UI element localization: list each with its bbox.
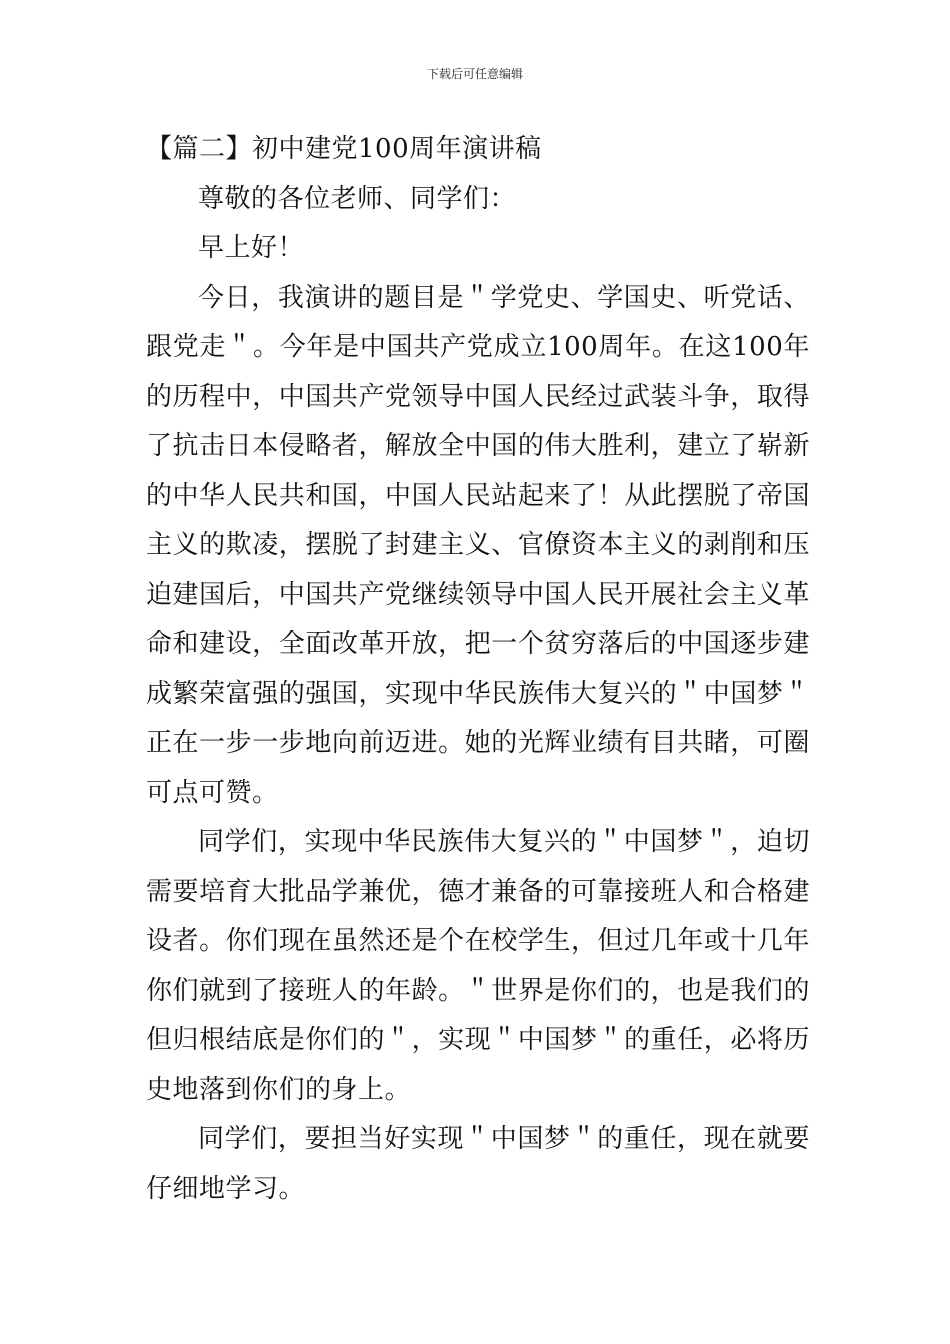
paragraph-2: 同学们，实现中华民族伟大复兴的＂中国梦＂，迫切需要培育大批品学兼优，德才兼备的可靠接班人和合格建设者。你们现在虽然还是个在校学生，但过几年或十几年你们就到了接班人的年龄。＂世界是你们的，也是我们的但归根结底是你们的＂，实现＂中国梦＂的重任，必将历史地落到你们的身上。	[146, 827, 810, 1105]
salutation: 尊敬的各位老师、同学们：	[198, 183, 517, 214]
paragraph-1: 今日，我演讲的题目是＂学党史、学国史、听党话、跟党走＂。今年是中国共产党成立100周年。在这100年的历程中，中国共产党领导中国人民经过武装斗争，取得了抗击日本侵略者，解放全中国的伟大胜利，建立了崭新的中华人民共和国，中国人民站起来了！从此摆脱了帝国主义的欺凌，摆脱了封建主义、官僚资本主义的剥削和压迫建国后，中国共产党继续领导中国人民开展社会主义革命和建设，全面改革开放，把一个贫穷落后的中国逐步建成繁荣富强的强国，实现中华民族伟大复兴的＂中国梦＂正在一步一步地向前迈进。她的光辉业绩有目共睹，可圈可点可赞。	[146, 282, 810, 808]
greeting: 早上好！	[198, 233, 305, 263]
document-body	[146, 125, 810, 1214]
header-note: 下载后可任意编辑	[426, 67, 523, 81]
paragraph-3: 同学们，要担当好实现＂中国梦＂的重任，现在就要仔细地学习。	[146, 1124, 810, 1204]
document-title: 【篇二】初中建党100周年演讲稿	[146, 134, 542, 164]
